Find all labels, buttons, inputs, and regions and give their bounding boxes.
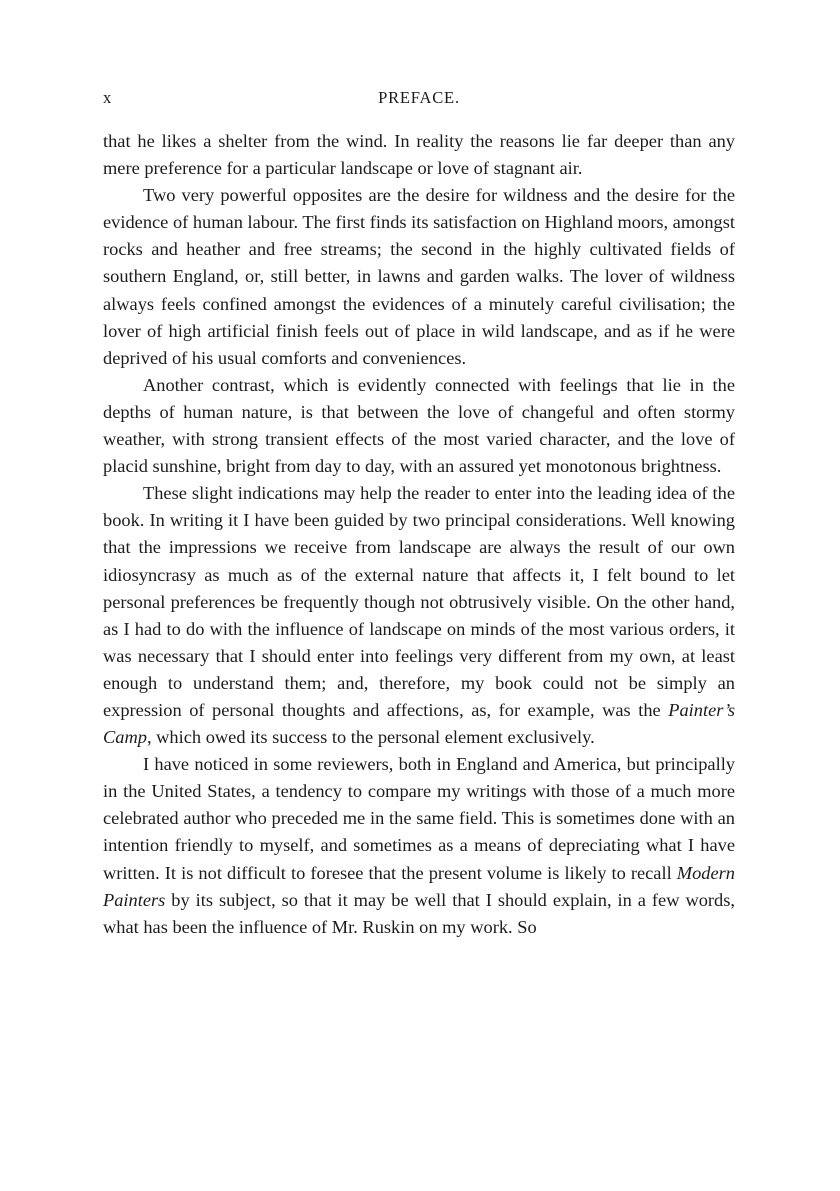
paragraph-indications [103, 480, 735, 751]
paragraph-text: These slight indications may help the reader to enter into the leading idea of the book. In writing it I have been guided by two principal considerations. Well knowing that the impressions we receive from landscape are always the result of our own idiosyncrasy as much as of the external nature that affects it, I felt bound to let personal preferences be frequently though not obtrusively visible. On the other hand, as I had to do with the influence of landscape on minds of the most various orders, it was necessary that I should enter into feelings very different from my own, at least enough to understand them; and, therefore, my book could not be simply an expression of personal thoughts and affections, as, for example, was the [103, 483, 735, 720]
book-title-italic: Modern Painters [103, 862, 735, 910]
running-header [103, 88, 735, 114]
paragraph-reviewers [103, 751, 735, 941]
page-number: x [103, 88, 112, 107]
book-title-italic: Painter’s Camp [103, 699, 735, 748]
running-title: PREFACE. [378, 88, 460, 107]
paragraph-text: by its subject, so that it may be well that I should explain, in a few words, what has been the influence of Mr. Ruskin on my work. So [103, 889, 735, 937]
paragraph-text: I have noticed in some reviewers, both in England and America, but principally in the United States, a tendency to compare my writings with those of a much more celebrated author who preceded me in the same field. This is sometimes done with an intention friendly to myself, and sometimes as a means of depreciating what I have written. It is not difficult to foresee that the present volume is likely to recall [103, 754, 735, 883]
paragraph-text: , which owed its success to the personal element exclusively. [146, 727, 595, 748]
body-text [103, 128, 735, 941]
paragraph-contrast: Another contrast, which is evidently connected with feelings that lie in the depths of human nature, is that between the love of changeful and often stormy weather, with strong transient effects of the most varied character, and the love of placid sunshine, bright from day to day, with an assured yet monotonous brightness. [103, 374, 735, 477]
paragraph-opposites: Two very powerful opposites are the desire for wildness and the desire for the evidence of human labour. The first finds its satisfaction on Highland moors, amongst rocks and heather and free streams; the second in the highly cultivated fields of southern England, or, still better, in lawns and garden walks. The lover of wildness always feels confined amongst the evidences of a minutely careful civilisation; the lover of high artificial finish feels out of place in wild landscape, and as if he were deprived of his usual comforts and conveniences. [103, 185, 735, 368]
paragraph-continued: that he likes a shelter from the wind. In reality the reasons lie far deeper than any mere preference for a particular landscape or love of stagnant air. [103, 131, 735, 179]
